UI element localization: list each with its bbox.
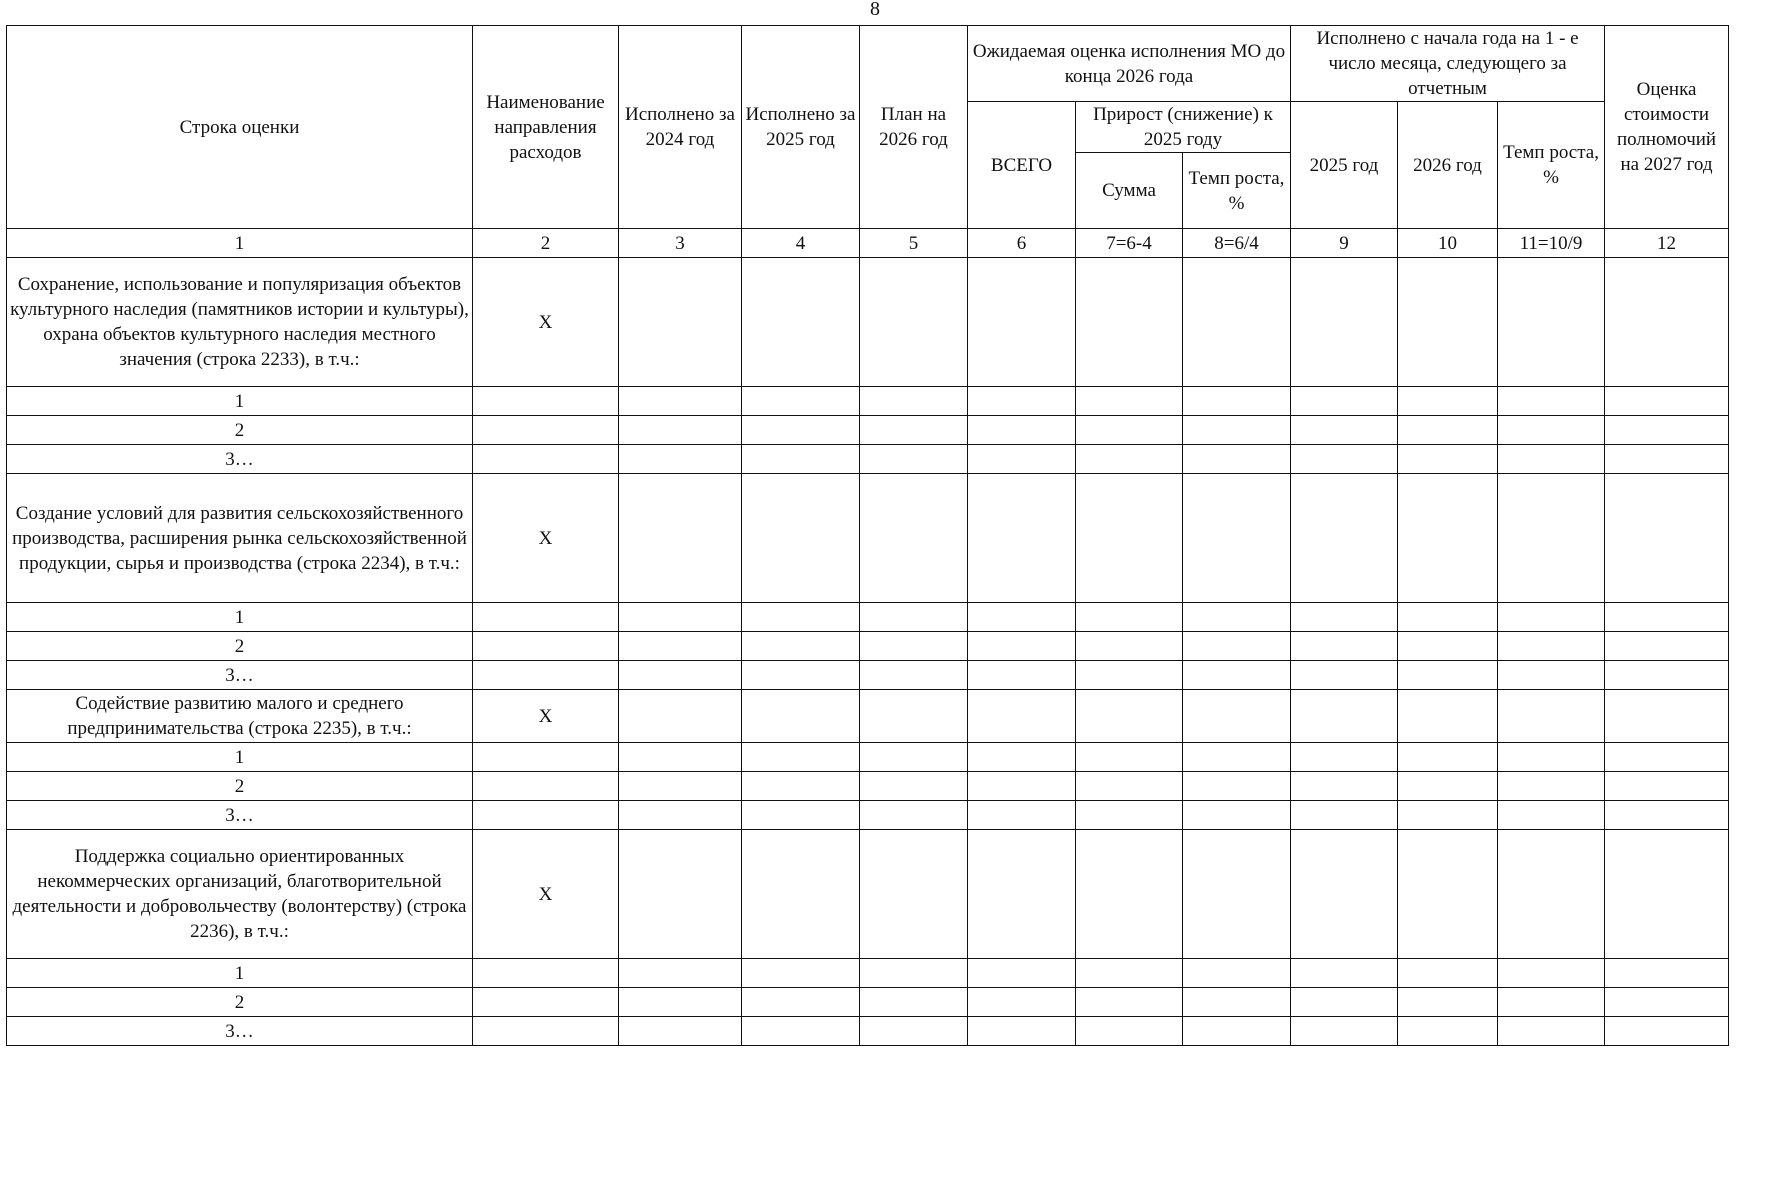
value-cell bbox=[860, 387, 968, 416]
sub-row-number: 1 bbox=[7, 387, 473, 416]
value-cell bbox=[473, 445, 619, 474]
value-cell bbox=[860, 416, 968, 445]
value-cell bbox=[968, 690, 1076, 743]
value-cell bbox=[1605, 830, 1729, 959]
value-cell bbox=[968, 603, 1076, 632]
value-cell bbox=[1605, 416, 1729, 445]
header-growth-rate-11: Темп роста, % bbox=[1498, 102, 1605, 229]
column-number: 7=6-4 bbox=[1076, 229, 1183, 258]
value-cell bbox=[968, 959, 1076, 988]
value-cell bbox=[1183, 258, 1291, 387]
value-cell bbox=[619, 474, 742, 603]
sub-row bbox=[7, 959, 1729, 988]
header-expense-direction: Наименование направления расходов bbox=[473, 26, 619, 229]
value-cell bbox=[619, 690, 742, 743]
value-cell bbox=[1183, 772, 1291, 801]
value-cell bbox=[1498, 474, 1605, 603]
value-cell bbox=[1291, 387, 1398, 416]
sub-row-number: 3… bbox=[7, 801, 473, 830]
value-cell bbox=[1076, 959, 1183, 988]
value-cell bbox=[742, 959, 860, 988]
sub-row bbox=[7, 801, 1729, 830]
value-cell bbox=[1605, 387, 1729, 416]
value-cell bbox=[1605, 772, 1729, 801]
value-cell bbox=[1398, 416, 1498, 445]
value-cell bbox=[1498, 661, 1605, 690]
value-cell bbox=[619, 661, 742, 690]
value-cell bbox=[860, 603, 968, 632]
value-cell bbox=[1398, 830, 1498, 959]
value-cell bbox=[968, 772, 1076, 801]
value-cell bbox=[742, 445, 860, 474]
column-number: 5 bbox=[860, 229, 968, 258]
column-number: 6 bbox=[968, 229, 1076, 258]
column-numbers-row bbox=[7, 229, 1729, 258]
sub-row-number: 2 bbox=[7, 416, 473, 445]
value-cell bbox=[1291, 258, 1398, 387]
value-cell bbox=[1183, 387, 1291, 416]
value-cell bbox=[860, 959, 968, 988]
value-cell bbox=[1398, 1017, 1498, 1046]
value-cell bbox=[1291, 988, 1398, 1017]
value-cell bbox=[1076, 258, 1183, 387]
value-cell bbox=[1183, 830, 1291, 959]
value-cell bbox=[1076, 603, 1183, 632]
sub-row-number: 3… bbox=[7, 661, 473, 690]
value-cell bbox=[1398, 474, 1498, 603]
sub-row-number: 2 bbox=[7, 632, 473, 661]
value-cell bbox=[860, 830, 968, 959]
sub-row-number: 2 bbox=[7, 988, 473, 1017]
header-vsego: ВСЕГО bbox=[968, 102, 1076, 229]
value-cell bbox=[968, 445, 1076, 474]
value-cell bbox=[1291, 661, 1398, 690]
header-plan-2026: План на 2026 год bbox=[860, 26, 968, 229]
sub-row-number: 1 bbox=[7, 743, 473, 772]
section-mark: Х bbox=[473, 830, 619, 959]
value-cell bbox=[1498, 959, 1605, 988]
header-stroka-otsenki: Строка оценки bbox=[7, 26, 473, 229]
value-cell bbox=[1183, 801, 1291, 830]
value-cell bbox=[968, 743, 1076, 772]
value-cell bbox=[1291, 474, 1398, 603]
value-cell bbox=[1291, 690, 1398, 743]
value-cell bbox=[619, 830, 742, 959]
value-cell bbox=[968, 661, 1076, 690]
value-cell bbox=[1605, 743, 1729, 772]
section-mark: Х bbox=[473, 474, 619, 603]
value-cell bbox=[1291, 632, 1398, 661]
header-executed-2025: Исполнено за 2025 год bbox=[742, 26, 860, 229]
value-cell bbox=[1498, 830, 1605, 959]
value-cell bbox=[742, 743, 860, 772]
header-row-1 bbox=[7, 26, 1729, 102]
value-cell bbox=[968, 416, 1076, 445]
header-executed-since-year-start: Исполнено с начала года на 1 - е число месяца, следующего за отчетным bbox=[1291, 26, 1605, 102]
section-title: Сохранение, использование и популяризация объектов культурного наследия (памятников истории и культуры), охрана объектов культурного наследия местного значения (строка 2233), в т.ч.: bbox=[7, 258, 473, 387]
value-cell bbox=[1605, 690, 1729, 743]
value-cell bbox=[1183, 632, 1291, 661]
sub-row bbox=[7, 988, 1729, 1017]
value-cell bbox=[742, 988, 860, 1017]
value-cell bbox=[860, 258, 968, 387]
value-cell bbox=[1076, 1017, 1183, 1046]
value-cell bbox=[1076, 743, 1183, 772]
value-cell bbox=[1605, 988, 1729, 1017]
value-cell bbox=[860, 1017, 968, 1046]
value-cell bbox=[1498, 445, 1605, 474]
value-cell bbox=[742, 387, 860, 416]
header-expected-estimate: Ожидаемая оценка исполнения МО до конца 2026 года bbox=[968, 26, 1291, 102]
header-executed-2024: Исполнено за 2024 год bbox=[619, 26, 742, 229]
value-cell bbox=[1398, 988, 1498, 1017]
value-cell bbox=[860, 445, 968, 474]
value-cell bbox=[1076, 661, 1183, 690]
section-title: Создание условий для развития сельскохозяйственного производства, расширения рынка сельскохозяйственной продукции, сырья и производства (строка 2234), в т.ч.: bbox=[7, 474, 473, 603]
value-cell bbox=[742, 801, 860, 830]
value-cell bbox=[1076, 772, 1183, 801]
sub-row bbox=[7, 603, 1729, 632]
value-cell bbox=[1291, 801, 1398, 830]
header-growth-group: Прирост (снижение) к 2025 году bbox=[1076, 102, 1291, 153]
sub-row bbox=[7, 772, 1729, 801]
section-row bbox=[7, 690, 1729, 743]
column-number: 1 bbox=[7, 229, 473, 258]
column-number: 12 bbox=[1605, 229, 1729, 258]
value-cell bbox=[1076, 988, 1183, 1017]
value-cell bbox=[1398, 258, 1498, 387]
value-cell bbox=[1498, 743, 1605, 772]
value-cell bbox=[1398, 387, 1498, 416]
value-cell bbox=[1183, 661, 1291, 690]
section-row bbox=[7, 258, 1729, 387]
value-cell bbox=[1398, 445, 1498, 474]
value-cell bbox=[473, 801, 619, 830]
sub-row bbox=[7, 416, 1729, 445]
value-cell bbox=[1183, 603, 1291, 632]
value-cell bbox=[619, 1017, 742, 1046]
value-cell bbox=[860, 772, 968, 801]
value-cell bbox=[1076, 387, 1183, 416]
column-number: 9 bbox=[1291, 229, 1398, 258]
value-cell bbox=[860, 690, 968, 743]
value-cell bbox=[1605, 661, 1729, 690]
sub-row bbox=[7, 632, 1729, 661]
column-number: 4 bbox=[742, 229, 860, 258]
value-cell bbox=[1605, 632, 1729, 661]
value-cell bbox=[1076, 830, 1183, 959]
value-cell bbox=[1605, 603, 1729, 632]
value-cell bbox=[619, 387, 742, 416]
value-cell bbox=[473, 632, 619, 661]
value-cell bbox=[619, 959, 742, 988]
value-cell bbox=[742, 632, 860, 661]
value-cell bbox=[1291, 830, 1398, 959]
header-cost-estimate-2027: Оценка стоимости полномочий на 2027 год bbox=[1605, 26, 1729, 229]
value-cell bbox=[1183, 743, 1291, 772]
value-cell bbox=[1291, 445, 1398, 474]
value-cell bbox=[1398, 772, 1498, 801]
sub-row bbox=[7, 661, 1729, 690]
section-row bbox=[7, 474, 1729, 603]
column-number: 8=6/4 bbox=[1183, 229, 1291, 258]
budget-assessment-table bbox=[6, 25, 1729, 1046]
value-cell bbox=[1398, 661, 1498, 690]
value-cell bbox=[1183, 959, 1291, 988]
value-cell bbox=[968, 474, 1076, 603]
value-cell bbox=[742, 1017, 860, 1046]
sections-body bbox=[7, 258, 1729, 1046]
value-cell bbox=[860, 661, 968, 690]
header-year-2026: 2026 год bbox=[1398, 102, 1498, 229]
value-cell bbox=[860, 801, 968, 830]
page-number: 8 bbox=[870, 0, 880, 20]
value-cell bbox=[1076, 801, 1183, 830]
value-cell bbox=[619, 603, 742, 632]
value-cell bbox=[1291, 416, 1398, 445]
section-row bbox=[7, 830, 1729, 959]
value-cell bbox=[1183, 1017, 1291, 1046]
value-cell bbox=[619, 416, 742, 445]
sub-row bbox=[7, 387, 1729, 416]
value-cell bbox=[742, 690, 860, 743]
value-cell bbox=[473, 603, 619, 632]
section-title: Содействие развитию малого и среднего предпринимательства (строка 2235), в т.ч.: bbox=[7, 690, 473, 743]
value-cell bbox=[1605, 1017, 1729, 1046]
value-cell bbox=[860, 632, 968, 661]
column-number: 10 bbox=[1398, 229, 1498, 258]
sub-row-number: 1 bbox=[7, 603, 473, 632]
value-cell bbox=[1605, 445, 1729, 474]
value-cell bbox=[1183, 690, 1291, 743]
value-cell bbox=[1398, 603, 1498, 632]
value-cell bbox=[1498, 416, 1605, 445]
value-cell bbox=[1291, 1017, 1398, 1046]
value-cell bbox=[1076, 416, 1183, 445]
value-cell bbox=[1076, 445, 1183, 474]
value-cell bbox=[860, 474, 968, 603]
value-cell bbox=[1498, 632, 1605, 661]
value-cell bbox=[1398, 632, 1498, 661]
value-cell bbox=[968, 1017, 1076, 1046]
value-cell bbox=[968, 988, 1076, 1017]
sub-row bbox=[7, 445, 1729, 474]
value-cell bbox=[1398, 690, 1498, 743]
column-number: 11=10/9 bbox=[1498, 229, 1605, 258]
value-cell bbox=[968, 830, 1076, 959]
value-cell bbox=[1183, 416, 1291, 445]
value-cell bbox=[1498, 258, 1605, 387]
header-year-2025: 2025 год bbox=[1291, 102, 1398, 229]
section-mark: Х bbox=[473, 690, 619, 743]
sub-row bbox=[7, 743, 1729, 772]
value-cell bbox=[742, 661, 860, 690]
value-cell bbox=[1076, 690, 1183, 743]
value-cell bbox=[1498, 1017, 1605, 1046]
value-cell bbox=[619, 772, 742, 801]
value-cell bbox=[1398, 959, 1498, 988]
value-cell bbox=[1183, 988, 1291, 1017]
value-cell bbox=[1498, 690, 1605, 743]
section-mark: Х bbox=[473, 258, 619, 387]
value-cell bbox=[742, 772, 860, 801]
value-cell bbox=[473, 959, 619, 988]
value-cell bbox=[1291, 603, 1398, 632]
sub-row-number: 3… bbox=[7, 1017, 473, 1046]
value-cell bbox=[1498, 603, 1605, 632]
value-cell bbox=[473, 988, 619, 1017]
value-cell bbox=[619, 988, 742, 1017]
header-summa: Сумма bbox=[1076, 153, 1183, 229]
value-cell bbox=[1076, 474, 1183, 603]
value-cell bbox=[968, 387, 1076, 416]
value-cell bbox=[1498, 387, 1605, 416]
value-cell bbox=[1076, 632, 1183, 661]
value-cell bbox=[619, 632, 742, 661]
header-growth-rate-8: Темп роста, % bbox=[1183, 153, 1291, 229]
value-cell bbox=[860, 988, 968, 1017]
sub-row bbox=[7, 1017, 1729, 1046]
value-cell bbox=[1605, 801, 1729, 830]
value-cell bbox=[742, 830, 860, 959]
value-cell bbox=[1291, 959, 1398, 988]
value-cell bbox=[968, 258, 1076, 387]
value-cell bbox=[742, 603, 860, 632]
column-number: 3 bbox=[619, 229, 742, 258]
sub-row-number: 3… bbox=[7, 445, 473, 474]
value-cell bbox=[473, 772, 619, 801]
value-cell bbox=[1605, 474, 1729, 603]
value-cell bbox=[742, 258, 860, 387]
value-cell bbox=[1398, 801, 1498, 830]
value-cell bbox=[619, 445, 742, 474]
value-cell bbox=[1605, 258, 1729, 387]
value-cell bbox=[1291, 772, 1398, 801]
value-cell bbox=[619, 801, 742, 830]
value-cell bbox=[968, 801, 1076, 830]
value-cell bbox=[473, 416, 619, 445]
value-cell bbox=[1498, 772, 1605, 801]
value-cell bbox=[473, 1017, 619, 1046]
value-cell bbox=[1605, 959, 1729, 988]
column-number: 2 bbox=[473, 229, 619, 258]
value-cell bbox=[1398, 743, 1498, 772]
value-cell bbox=[473, 743, 619, 772]
value-cell bbox=[1183, 474, 1291, 603]
value-cell bbox=[968, 632, 1076, 661]
sub-row-number: 2 bbox=[7, 772, 473, 801]
value-cell bbox=[742, 416, 860, 445]
value-cell bbox=[742, 474, 860, 603]
value-cell bbox=[619, 258, 742, 387]
value-cell bbox=[1291, 743, 1398, 772]
value-cell bbox=[473, 661, 619, 690]
value-cell bbox=[1498, 801, 1605, 830]
value-cell bbox=[860, 743, 968, 772]
value-cell bbox=[1183, 445, 1291, 474]
section-title: Поддержка социально ориентированных некоммерческих организаций, благотворительной деятельности и добровольчеству (волонтерству) (строка 2236), в т.ч.: bbox=[7, 830, 473, 959]
value-cell bbox=[619, 743, 742, 772]
value-cell bbox=[473, 387, 619, 416]
value-cell bbox=[1498, 988, 1605, 1017]
sub-row-number: 1 bbox=[7, 959, 473, 988]
